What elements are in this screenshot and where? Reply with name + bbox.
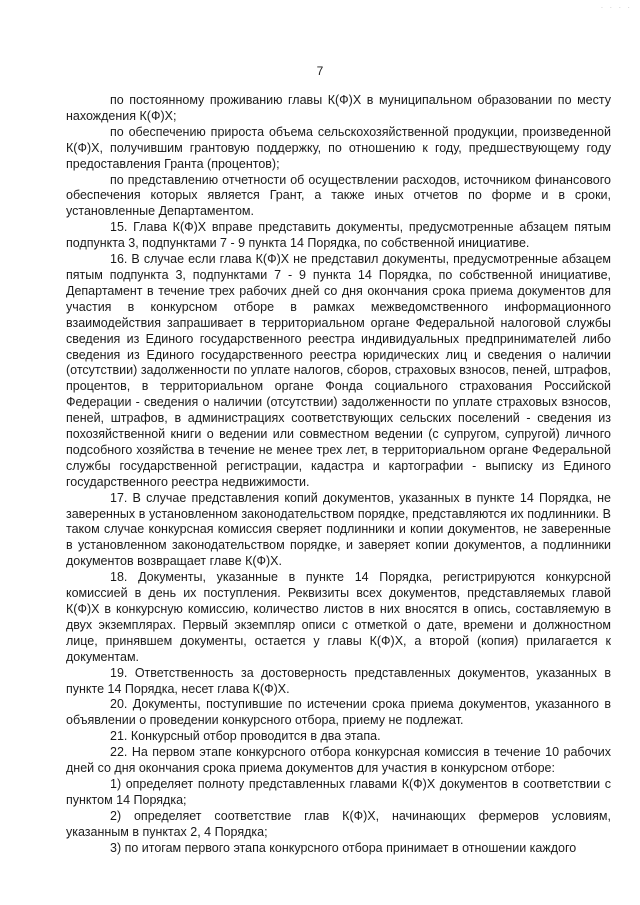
paragraph-clause-20: 20. Документы, поступившие по истечении срока приема документов, указанного в объявлении о проведении конкурсного отбора, приему не подлежат. xyxy=(66,697,611,728)
paragraph-item-2: 2) определяет соответствие глав К(Ф)Х, начинающих фермеров условиям, указанным в пунктах 2, 4 Порядка; xyxy=(66,808,611,839)
paragraph-residence: по постоянному проживанию главы К(Ф)Х в муниципальном образовании по месту нахождения К(Ф)Х; xyxy=(66,93,611,123)
paragraph-clause-17: 17. В случае представления копий документов, указанных в пункте 14 Порядка, не заверенных в установленном законодательством порядке, представляются их подлинники. В таком случае конкурсная комиссия сверяет подлинники и копии документов, не заверенные в установленном законодательством порядке, и заверяет копии документов, а подлинники документов возвращает главе К(Ф)Х. xyxy=(66,490,611,569)
paragraph-clause-16: 16. В случае если глава К(Ф)Х не представил документы, предусмотренные абзацем пятым подпункта 3, подпунктами 7 - 9 пункта 14 Порядка, по собственной инициативе, Департамент в течение трех рабочих дней со дня окончания срока приема документов для участия в конкурсном отборе в рамках межведомственного информационного взаимодействия запрашивает в территориальном органе Федеральной налоговой службы сведения из Единого государственного реестра индивидуальных предпринимателей либо сведения из Единого государственного реестра юридических лиц и сведения о наличии (отсутствии) задолженности по уплате налогов, сборов, страховых взносов, пеней, штрафов, процентов, в территориальном органе Фонда социального страхования Российской Федерации - сведения о наличии (отсутствии) задолженности по уплате страховых взносов, пеней, штрафов, в администрациях соответствующих сельских поселений - сведения из похозяйственной книги о ведении или совместном ведении (с супругом, супругой) личного подсобного хозяйства в течение не менее трех лет, в территориальном органе Федеральной службы государственной регистрации, кадастра и картографии - выписку из Единого государственного реестра недвижимости. xyxy=(66,252,611,489)
paragraph-clause-15: 15. Глава К(Ф)Х вправе представить документы, предусмотренные абзацем пятым подпункта 3, подпунктами 7 - 9 пункта 14 Порядка, по собственной инициативе. xyxy=(66,220,611,251)
paragraph-clause-19: 19. Ответственность за достоверность представленных документов, указанных в пункте 14 Порядка, несет глава К(Ф)Х. xyxy=(66,665,611,696)
paragraph-reporting: по представлению отчетности об осуществлении расходов, источником финансового обеспечения которых является Грант, а также иных отчетов по форме и в сроки, установленные Департаментом. xyxy=(66,172,611,219)
scan-corner-mark: · · · · xyxy=(600,3,632,12)
paragraph-clause-18: 18. Документы, указанные в пункте 14 Порядка, регистрируются конкурсной комиссией в день их поступления. Реквизиты всех документов, представляемых главой К(Ф)Х в конкурсную комиссию, количество листов в них вносятся в опись, составляемую в двух экземплярах. Первый экземпляр описи с отметкой о дате, времени и должностном лице, принявшем документы, остается у главы К(Ф)Х, а второй (копия) прилагается к документам. xyxy=(66,570,611,664)
paragraph-clause-21: 21. Конкурсный отбор проводится в два этапа. xyxy=(110,729,381,744)
paragraph-item-1: 1) определяет полноту представленных главами К(Ф)Х документов в соответствии с пунктом 14 Порядка; xyxy=(66,776,611,807)
paragraph-production-growth: по обеспечению прироста объема сельскохозяйственной продукции, произведенной К(Ф)Х, получившим грантовую поддержку, по отношению к году, предшествующему году предоставления Гранта (процентов); xyxy=(66,124,611,171)
paragraph-clause-22: 22. На первом этапе конкурсного отбора конкурсная комиссия в течение 10 рабочих дней со дня окончания срока приема документов для участия в конкурсном отборе: xyxy=(66,745,611,776)
document-body xyxy=(66,93,611,857)
page-number: 7 xyxy=(316,64,324,78)
paragraph-item-3: 3) по итогам первого этапа конкурсного отбора принимает в отношении каждого xyxy=(110,840,577,855)
